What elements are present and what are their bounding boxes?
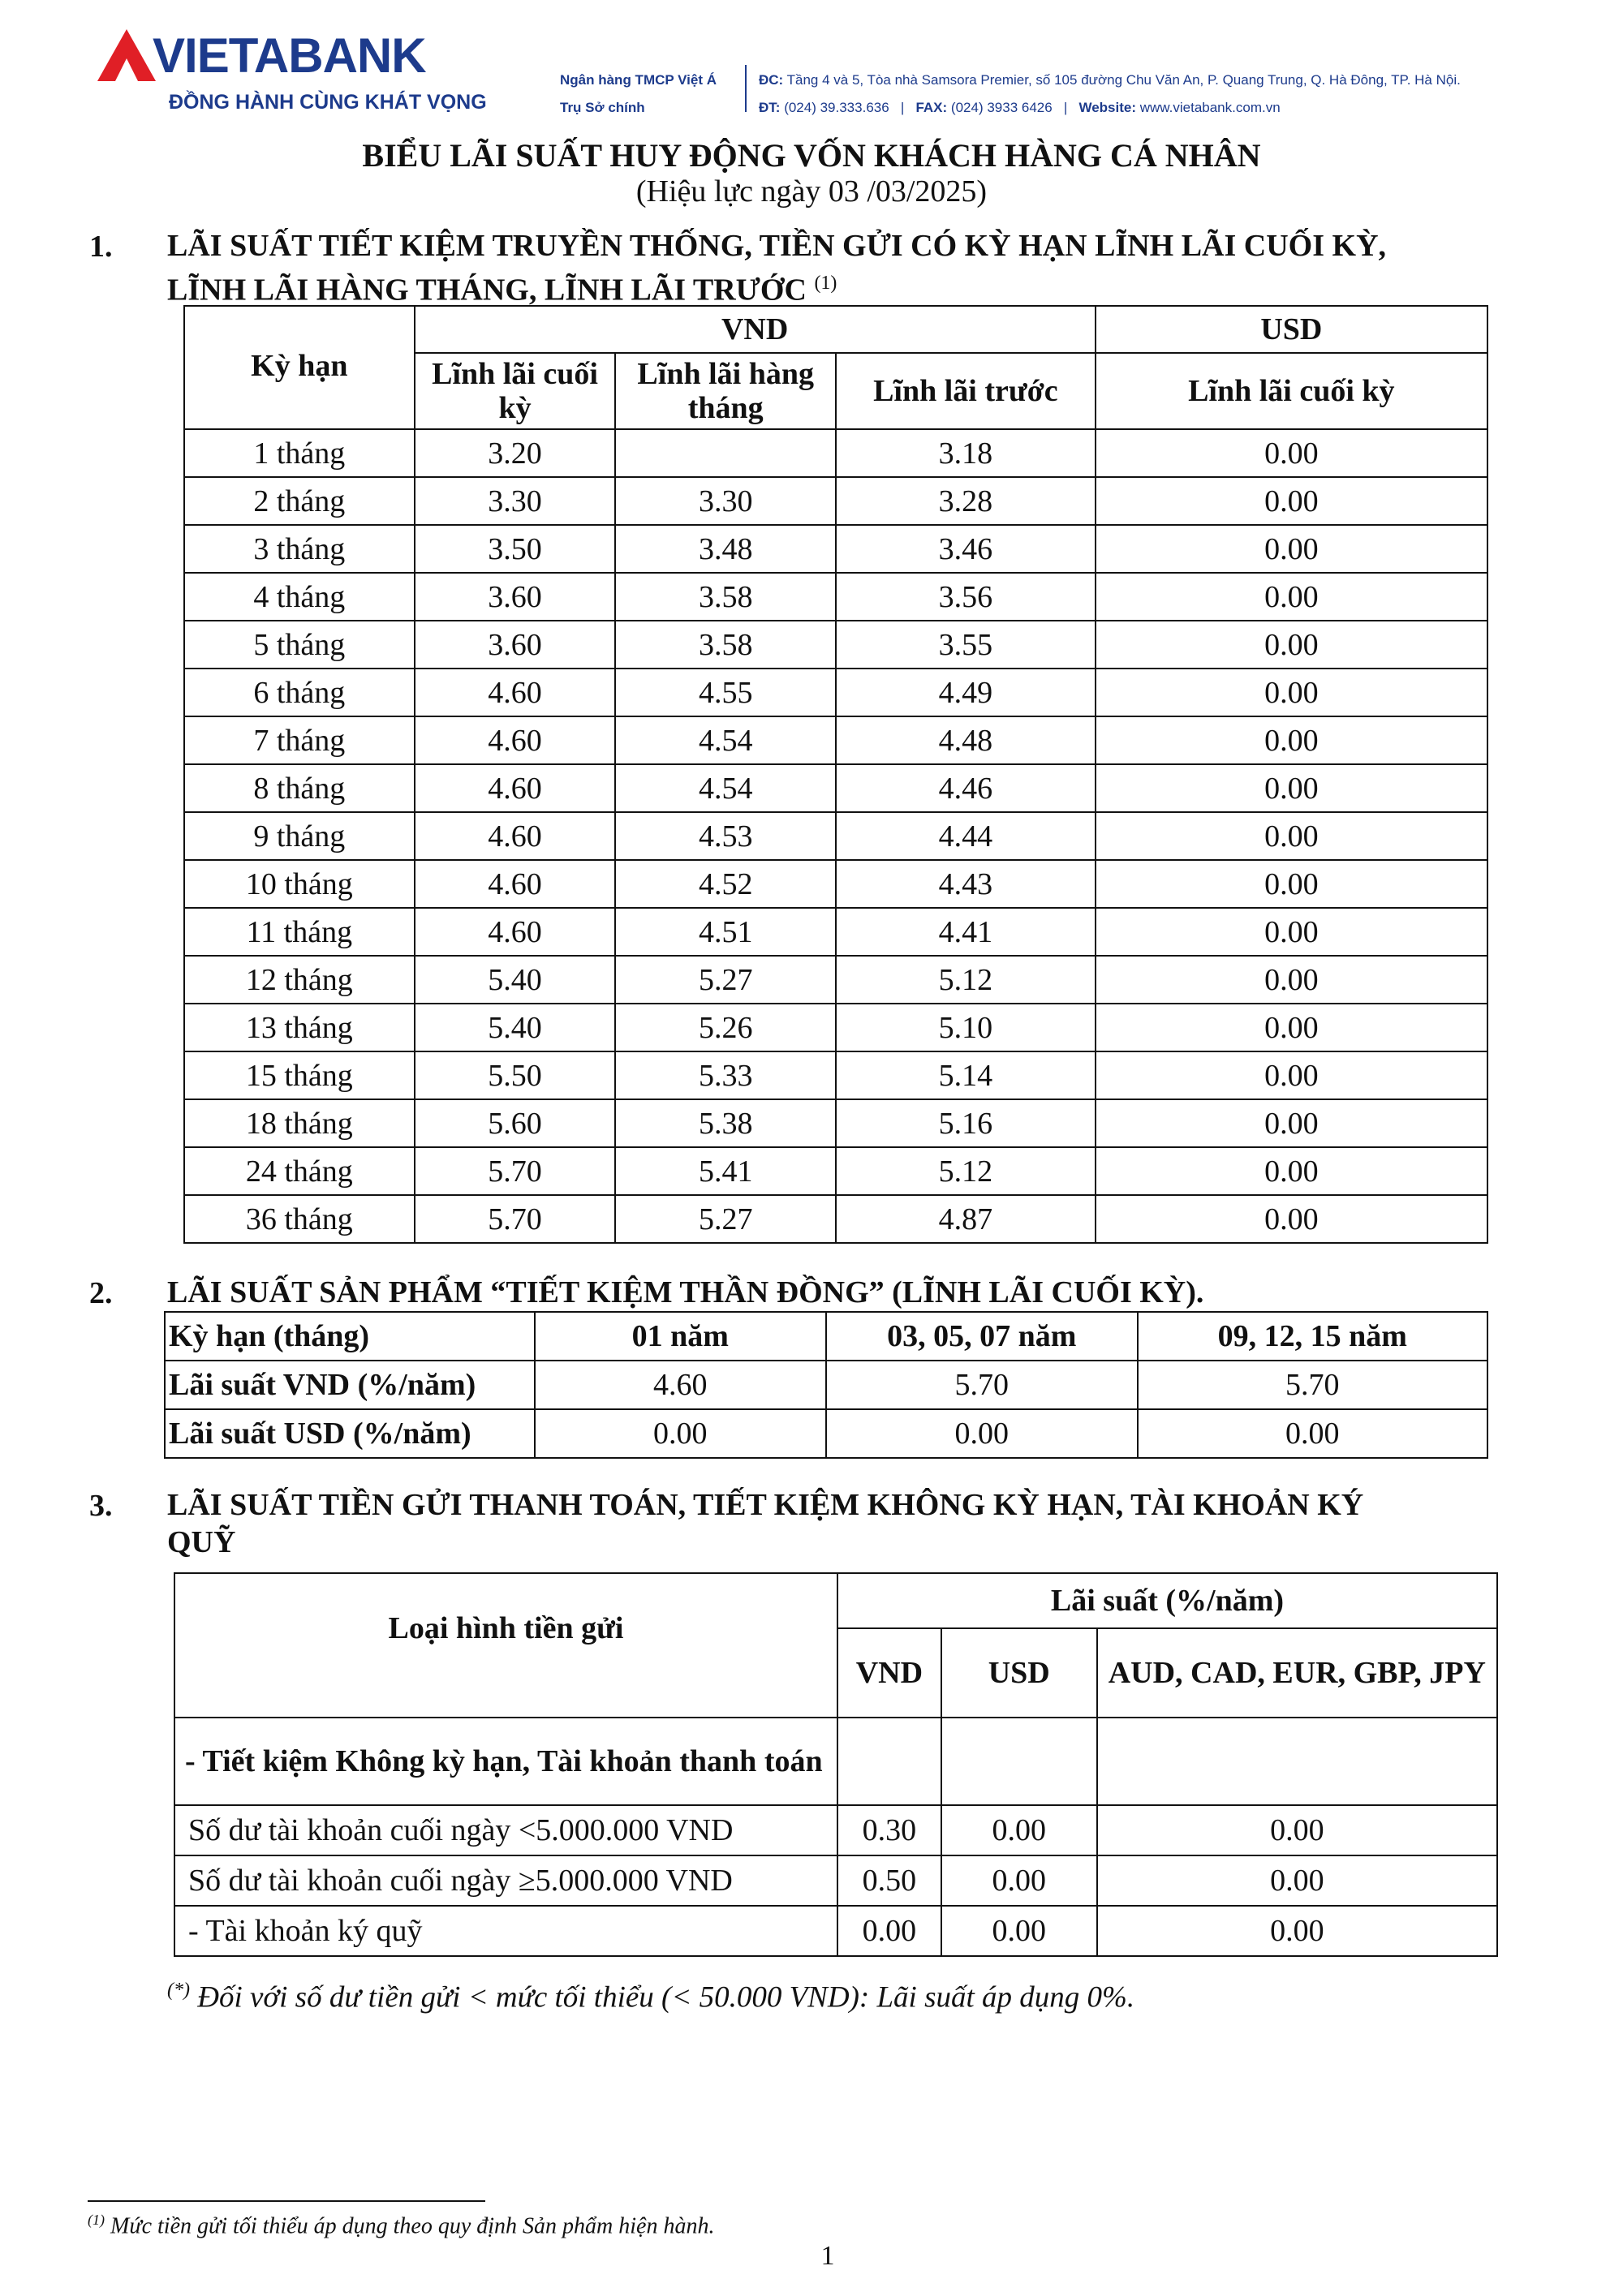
table-row-cell: 03, 05, 07 năm [826,1312,1138,1361]
table-row [184,716,1487,764]
table-row-cell: 4.60 [415,669,616,716]
table-row [184,764,1487,812]
table-row [165,1312,1487,1361]
table-row-cell: - Tài khoản ký quỹ [174,1906,837,1956]
bank-name: Ngân hàng TMCP Việt Á [560,72,717,88]
table-row [184,908,1487,956]
table-row-cell: 5.33 [615,1051,836,1099]
table-row-cell: 3.46 [836,525,1096,573]
table-row-cell: 0.00 [1096,1195,1487,1243]
than-dong-table [164,1311,1488,1459]
table-row-cell: 13 tháng [184,1004,415,1051]
table-row-cell: 24 tháng [184,1147,415,1195]
header-divider [745,65,747,112]
table-row-cell: 5.38 [615,1099,836,1147]
table-row-cell: 3.28 [836,477,1096,525]
table-row-cell: 5.70 [415,1195,616,1243]
table-row-cell: Lãi suất USD (%/năm) [165,1409,535,1458]
table-row-cell: 5.27 [615,956,836,1004]
header-usd: USD [1096,306,1487,353]
table-row [184,1051,1487,1099]
table-row [184,525,1487,573]
table-row-cell: 4.43 [836,860,1096,908]
table-row-cell: 4.60 [415,764,616,812]
table-row-cell: 0.00 [1096,669,1487,716]
section1-number: 1. [89,230,113,264]
table-row-cell: 3.60 [415,573,616,621]
footnote-divider [88,2200,485,2202]
table-row-cell: 5.70 [826,1361,1138,1409]
table-row [184,477,1487,525]
table-row-cell: 5.12 [836,956,1096,1004]
website: www.vietabank.com.vn [1139,100,1281,115]
table-row-cell: 2 tháng [184,477,415,525]
table-row-cell: 0.00 [1097,1855,1497,1906]
table-row-cell: 4.54 [615,764,836,812]
table-row-cell: 11 tháng [184,908,415,956]
table-row-cell: 5.14 [836,1051,1096,1099]
header-term: Kỳ hạn [184,306,415,429]
table-row-cell: 3.18 [836,429,1096,477]
term-deposit-table [183,305,1488,1244]
table-row-cell: 3.55 [836,621,1096,669]
table-row-cell: 4.60 [415,812,616,860]
document-title: BIỂU LÃI SUẤT HUY ĐỘNG VỐN KHÁCH HÀNG CÁ NHÂN [362,137,1261,174]
phone: (024) 39.333.636 [784,100,889,115]
table-row-cell: 0.00 [1138,1409,1487,1458]
table-row-cell: 0.00 [1096,860,1487,908]
table-row-cell: 09, 12, 15 năm [1138,1312,1487,1361]
address: Tầng 4 và 5, Tòa nhà Samsora Premier, số 105 đường Chu Văn An, P. Quang Trung, Q. Hà Đông, TP. Hà Nội. [786,72,1461,88]
table-row-cell: 5.50 [415,1051,616,1099]
table-row-cell: 3.58 [615,621,836,669]
footnote: $^{(1)}$ Mức tiền gửi tối thiểu áp dụng theo quy định Sản phẩm hiện hành. [88,2212,715,2239]
table-row-cell: 0.00 [1096,716,1487,764]
table-row-cell: 7 tháng [184,716,415,764]
table-row-cell: 0.00 [1096,525,1487,573]
header-rate: Lãi suất (%/năm) [837,1573,1497,1628]
section1-title: LÃI SUẤT TIẾT KIỆM TRUYỀN THỐNG, TIỀN GỬI CÓ KỲ HẠN LĨNH LÃI CUỐI KỲ, LĨNH LÃI HÀNG THÁNG, LĨNH LÃI TRƯỚC $^{(1)}$ [167,229,1387,307]
table-row-cell: 0.00 [1096,621,1487,669]
hq-label: Trụ Sở chính [560,100,645,115]
table-row-cell: 3.48 [615,525,836,573]
table-row-cell: 15 tháng [184,1051,415,1099]
table-row-cell: 5.60 [415,1099,616,1147]
table-row-cell: 4.60 [535,1361,827,1409]
table-row-cell: 5.12 [836,1147,1096,1195]
table-row-cell: 0.00 [941,1906,1097,1956]
table-row-cell: 3.60 [415,621,616,669]
table-row-cell: 8 tháng [184,764,415,812]
table-row [165,1409,1487,1458]
table-row-cell: Số dư tài khoản cuối ngày ≥5.000.000 VND [174,1855,837,1906]
table-row-cell: 0.00 [1096,908,1487,956]
table-row-cell: 3.30 [615,477,836,525]
header-vnd: VND [415,306,1096,353]
table-row-cell: 5.70 [1138,1361,1487,1409]
fax: (024) 3933 6426 [950,100,1053,115]
table-row [184,1099,1487,1147]
bank-info [560,67,717,122]
header-vnd-monthly: Lĩnh lãi hàng tháng [615,353,836,429]
table-row-cell: 3.58 [615,573,836,621]
table-row [184,1004,1487,1051]
table-row-cell: 3.50 [415,525,616,573]
section3-title: LÃI SUẤT TIỀN GỬI THANH TOÁN, TIẾT KIỆM KHÔNG KỲ HẠN, TÀI KHOẢN KÝ QUỸ [167,1488,1364,1559]
table-row-cell: 4.49 [836,669,1096,716]
header-other-currencies: AUD, CAD, EUR, GBP, JPY [1097,1628,1497,1718]
page-number: 1 [820,2241,835,2271]
table-row-cell: 0.00 [1096,812,1487,860]
table-row-cell: 0.50 [837,1855,941,1906]
table-row-cell [615,429,836,477]
table-row-cell: 0.00 [941,1855,1097,1906]
table-row-cell: 0.00 [1096,477,1487,525]
table-row-cell: 5.10 [836,1004,1096,1051]
table-row-cell: 12 tháng [184,956,415,1004]
address-line: ĐC: Tầng 4 và 5, Tòa nhà Samsora Premier, số 105 đường Chu Văn An, P. Quang Trung, Q. Hà Đông, TP. Hà Nội. [759,72,1461,88]
contact-line: ĐT: (024) 39.333.636 | FAX: (024) 3933 6426 | Website: www.vietabank.com.vn [759,100,1281,115]
bank-contact [759,67,1461,122]
table-row-cell: Lãi suất VND (%/năm) [165,1361,535,1409]
table-row-cell: 5.40 [415,956,616,1004]
table-row-cell: 10 tháng [184,860,415,908]
table-row-cell: 0.00 [535,1409,827,1458]
section2-title: LÃI SUẤT SẢN PHẨM “TIẾT KIỆM THẦN ĐỒNG” (LĨNH LÃI CUỐI KỲ). [167,1275,1204,1309]
table-row-cell: 5.41 [615,1147,836,1195]
header-vnd: VND [837,1628,941,1718]
table-row-cell: Số dư tài khoản cuối ngày <5.000.000 VND [174,1805,837,1855]
table-row-cell: 4.87 [836,1195,1096,1243]
table-row-cell: 18 tháng [184,1099,415,1147]
table-row-cell: 5.40 [415,1004,616,1051]
table-row-cell: 36 tháng [184,1195,415,1243]
logo-triangle-icon [96,28,157,83]
table-row-cell: Kỳ hạn (tháng) [165,1312,535,1361]
table-row [184,429,1487,477]
section2-number: 2. [89,1276,113,1310]
table-row-cell: 3.56 [836,573,1096,621]
table-row-cell: 1 tháng [184,429,415,477]
table-row-cell: 4.60 [415,716,616,764]
bank-logo [96,28,487,125]
table-row [184,956,1487,1004]
table-row-cell: 4.51 [615,908,836,956]
table-row [174,1805,1497,1855]
table-row-cell: 4.48 [836,716,1096,764]
table-row-cell: 0.00 [1096,1051,1487,1099]
table-row-cell: 3 tháng [184,525,415,573]
table-row-cell: 0.00 [1096,1099,1487,1147]
table-row [174,1855,1497,1906]
table-row-cell: 4.55 [615,669,836,716]
table-row-cell: 4.54 [615,716,836,764]
table-row-cell: 0.00 [1096,956,1487,1004]
table-row-cell: 4.60 [415,908,616,956]
table-row [174,1906,1497,1956]
table-row [165,1361,1487,1409]
note: (*) Đối với số dư tiền gửi < mức tối thiểu (< 50.000 VND): Lãi suất áp dụng 0%. [167,1980,1135,2014]
table-row-cell: 0.00 [1096,1147,1487,1195]
table-row-cell: 6 tháng [184,669,415,716]
table-row-cell: 4.41 [836,908,1096,956]
table-row-cell: 0.00 [1097,1805,1497,1855]
table-row-cell: 0.00 [826,1409,1138,1458]
table-row-cell: 5.16 [836,1099,1096,1147]
table-row-cell: 4.53 [615,812,836,860]
table-row-cell: 01 năm [535,1312,827,1361]
logo-slogan: ĐỒNG HÀNH CÙNG KHÁT VỌNG [169,91,487,114]
group-label: - Tiết kiệm Không kỳ hạn, Tài khoản thanh toán [174,1718,837,1805]
table-row-cell: 0.00 [837,1906,941,1956]
table-row-cell: 4.46 [836,764,1096,812]
header-vnd-front: Lĩnh lãi trước [836,353,1096,429]
table-row-cell: 0.00 [1096,764,1487,812]
header-deposit-type: Loại hình tiền gửi [174,1573,837,1718]
table-row-cell: 0.00 [941,1805,1097,1855]
demand-deposit-table [174,1572,1498,1957]
table-row-cell: 4.52 [615,860,836,908]
table-row-cell: 4.44 [836,812,1096,860]
table-row-cell: 3.30 [415,477,616,525]
header-usd-end: Lĩnh lãi cuối kỳ [1096,353,1487,429]
table-row [184,1147,1487,1195]
table-row-cell: 5 tháng [184,621,415,669]
table-row [184,812,1487,860]
table-row-cell: 3.20 [415,429,616,477]
table-row-cell: 5.27 [615,1195,836,1243]
header-vnd-end: Lĩnh lãi cuối kỳ [415,353,616,429]
table-row-cell: 4.60 [415,860,616,908]
header-usd: USD [941,1628,1097,1718]
logo-text: VIETABANK [153,28,426,83]
table-row-cell: 0.00 [1096,429,1487,477]
section3-number: 3. [89,1489,113,1523]
table-row-cell: 0.00 [1096,1004,1487,1051]
table-row [184,860,1487,908]
table-row-cell: 0.00 [1097,1906,1497,1956]
table-row-cell: 4 tháng [184,573,415,621]
table-row [184,1195,1487,1243]
table-row-cell: 0.30 [837,1805,941,1855]
table-row-cell: 9 tháng [184,812,415,860]
document-subtitle: (Hiệu lực ngày 03 /03/2025) [635,174,988,209]
table-row [184,621,1487,669]
table-row [184,573,1487,621]
table-row-cell: 0.00 [1096,573,1487,621]
table-row-cell: 5.26 [615,1004,836,1051]
table-row [184,669,1487,716]
table-row-cell: 5.70 [415,1147,616,1195]
